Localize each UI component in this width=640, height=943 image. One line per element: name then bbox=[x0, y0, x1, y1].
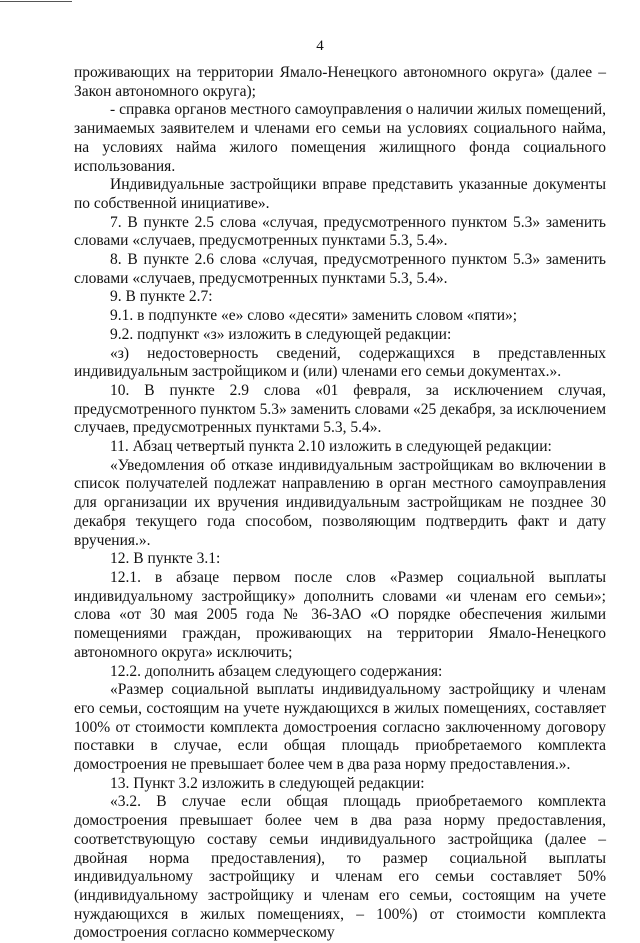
paragraph: - справка органов местного самоуправления о наличии жилых помещений, занимаемых заявителем и членами его семьи на условиях социального найма, на условиях найма жилого помещения жилищного фонда социального использования. bbox=[74, 101, 606, 175]
paragraph: 13. Пункт 3.2 изложить в следующей редакции: bbox=[110, 774, 425, 792]
paragraph: Индивидуальные застройщики вправе представить указанные документы по собственной инициативе». bbox=[74, 176, 606, 212]
paragraph: 9.2. подпункт «з» изложить в следующей редакции: bbox=[110, 325, 452, 343]
top-rule bbox=[0, 1, 72, 2]
paragraph: «з) недостоверность сведений, содержащихся в представленных индивидуальным застройщиком и (или) членами его семьи документах.». bbox=[74, 344, 606, 381]
paragraph: «3.2. В случае если общая площадь приобретаемого комплекта домостроения превышает более чем в два раза норму предоставления, соответствующую составу семьи индивидуального застройщика (далее – двойная норма предоставления), то размер социальной выплаты индивидуальному застройщику и членам его семьи составляет 50% (индивидуальному застройщику и членам его семьи, состоящим на учете нуждающихся в жилых помещениях, – 100%) от стоимости комплекта домостроения согласно коммерческому bbox=[74, 793, 606, 942]
document-body bbox=[74, 64, 606, 943]
paragraph: проживающих на территории Ямало-Ненецкого автономного округа» (далее – Закон автономного округа); bbox=[74, 64, 606, 100]
paragraph: 9.1. в подпункте «е» слово «десяти» заменить словом «пяти»; bbox=[110, 307, 518, 325]
paragraph: 9. В пункте 2.7: bbox=[110, 288, 213, 306]
paragraph: «Размер социальной выплаты индивидуальному застройщику и членам его семьи, состоящим на учете нуждающихся в жилых помещениях, составляет 100% от стоимости комплекта домостроения согласно заключенному договору поставки в случае, если общая площадь приобретаемого комплекта домостроения не превышает более чем в два раза норму предоставления.». bbox=[74, 681, 606, 774]
paragraph: 12.1. в абзаце первом после слов «Размер социальной выплаты индивидуальному застройщику» дополнить словами «и членам его семьи»; слова «от 30 мая 2005 года № 36-ЗАО «О порядке обеспечения жилыми помещениями граждан, проживающих на территории Ямало-Ненецкого автономного округа» исключить; bbox=[74, 568, 606, 661]
paragraph: 12. В пункте 3.1: bbox=[110, 550, 221, 568]
paragraph: 8. В пункте 2.6 слова «случая, предусмотренного пунктом 5.3» заменить словами «случаев, предусмотренных пунктами 5.3, 5.4». bbox=[74, 251, 606, 287]
paragraph: 12.2. дополнить абзацем следующего содержания: bbox=[110, 662, 443, 680]
page-number: 4 bbox=[316, 38, 324, 54]
paragraph: 7. В пункте 2.5 слова «случая, предусмотренного пунктом 5.3» заменить словами «случаев, предусмотренных пунктами 5.3, 5.4». bbox=[74, 213, 606, 250]
paragraph: «Уведомления об отказе индивидуальным застройщикам во включении в список получателей подлежат направлению в орган местного самоуправления для организации их вручения индивидуальным застройщикам не позднее 30 декабря текущего года способом, позволяющим подтвердить факт и дату вручения.». bbox=[74, 456, 606, 549]
paragraph: 10. В пункте 2.9 слова «01 февраля, за исключением случая, предусмотренного пунктом 5.3» заменить словами «25 декабря, за исключением случаев, предусмотренных пунктами 5.3, 5.4». bbox=[74, 381, 606, 437]
paragraph: 11. Абзац четвертый пункта 2.10 изложить в следующей редакции: bbox=[110, 438, 552, 456]
